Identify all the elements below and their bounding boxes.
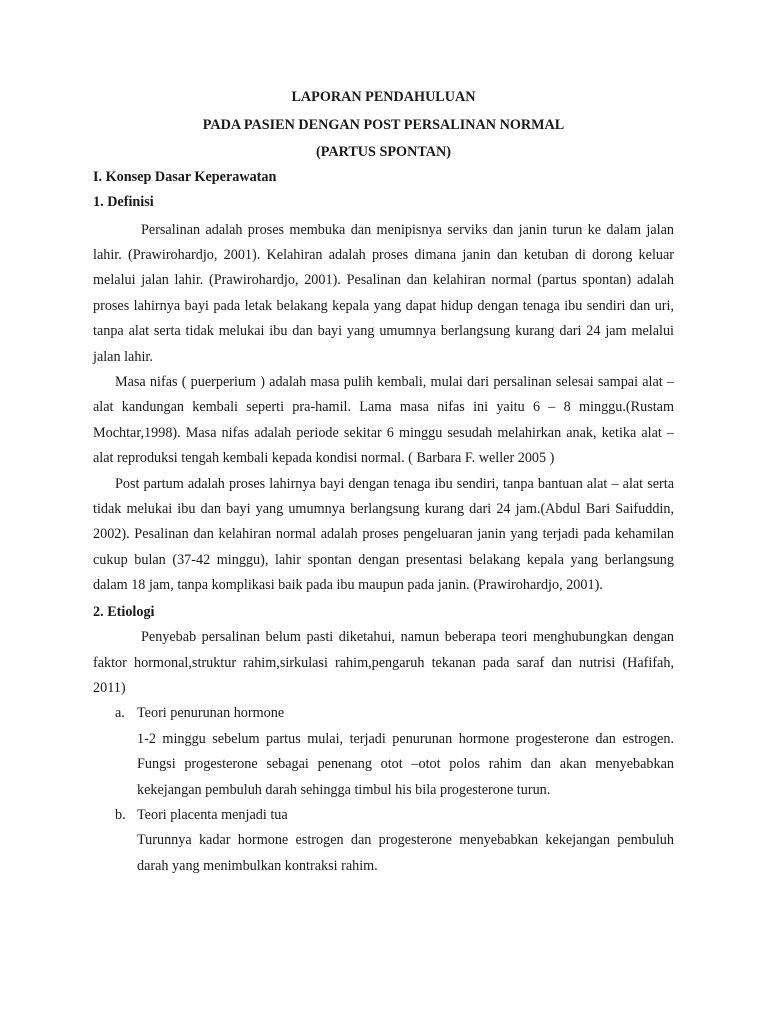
definisi-paragraph-3: Post partum adalah proses lahirnya bayi dengan tenaga ibu sendiri, tanpa bantuan alat – alat serta tidak melukai ibu dan bayi yang umumnya berlangsung kurang dari 24 jam.(Abdul Bari Saifuddin, 2002). Pesalinan dan kelahiran normal adalah proses pengeluaran janin yang terjadi pada kehamilan cukup bulan (37-42 minggu), lahir spontan dengan presentasi belakang kepala yang berlangsung dalam 18 jam, tanpa komplikasi baik pada ibu maupun pada janin. (Prawirohardjo, 2001). (93, 475, 674, 594)
title-line-2: PADA PASIEN DENGAN POST PERSALINAN NORMAL (202, 116, 565, 133)
list-item (93, 803, 674, 879)
definisi-paragraph-1: Persalinan adalah proses membuka dan menipisnya serviks dan janin turun ke dalam jalan lahir. (Prawirohardjo, 2001). Kelahiran adalah proses dimana janin dan ketuban di dorong keluar melalui jalan lahir. (Prawirohardjo, 2001). Pesalinan dan kelahiran normal (partus spontan) adalah proses lahirnya bayi pada letak belakang kepala yang dapat hidup dengan tenaga ibu sendiri dan uri, tanpa alat serta tidak melukai ibu dan bayi yang umumnya berlangsung kurang dari 24 jam melalui jalan lahir. (93, 221, 674, 365)
title-line-3: (PARTUS SPONTAN) (316, 144, 451, 160)
title-line-1: LAPORAN PENDAHULUAN (291, 89, 476, 105)
list-item-label: Teori penurunan hormone (137, 705, 285, 722)
definisi-paragraph-2: Masa nifas ( puerperium ) adalah masa pulih kembali, mulai dari persalinan selesai sampai alat – alat kandungan kembali seperti pra-hamil. Lama masa nifas ini yaitu 6 – 8 minggu.(Rustam Mochtar,1998). Masa nifas adalah periode sekitar 6 minggu sesudah melahirkan anak, ketika alat – alat reproduksi tengah kembali kepada kondisi normal. ( Barbara F. weller 2005 ) (93, 373, 674, 467)
list-item-label: Teori placenta menjadi tua (137, 806, 288, 823)
list-item-body: 1-2 minggu sebelum partus mulai, terjadi penurunan hormone progesterone dan estrogen. Fungsi progesterone sebagai penenang otot –otot polos rahim dan akan menyebabkan kekejangan pembuluh darah sehingga timbul his bila progesterone turun. (137, 730, 674, 798)
list-marker: b. (115, 806, 126, 823)
list-item (93, 701, 674, 803)
definisi-heading: 1. Definisi (93, 194, 154, 210)
section-heading: I. Konsep Dasar Keperawatan (93, 168, 277, 185)
list-item-body: Turunnya kadar hormone estrogen dan progesterone menyebabkan kekejangan pembuluh darah yang menimbulkan kontraksi rahim. (137, 832, 674, 874)
etiologi-heading: 2. Etiologi (93, 603, 155, 620)
etiologi-list (93, 701, 674, 879)
list-marker: a. (115, 705, 125, 722)
etiologi-intro: Penyebab persalinan belum pasti diketahui, namun beberapa teori menghubungkan dengan faktor hormonal,struktur rahim,sirkulasi rahim,pengaruh tekanan pada saraf dan nutrisi (Hafifah, 2011) (93, 629, 674, 696)
